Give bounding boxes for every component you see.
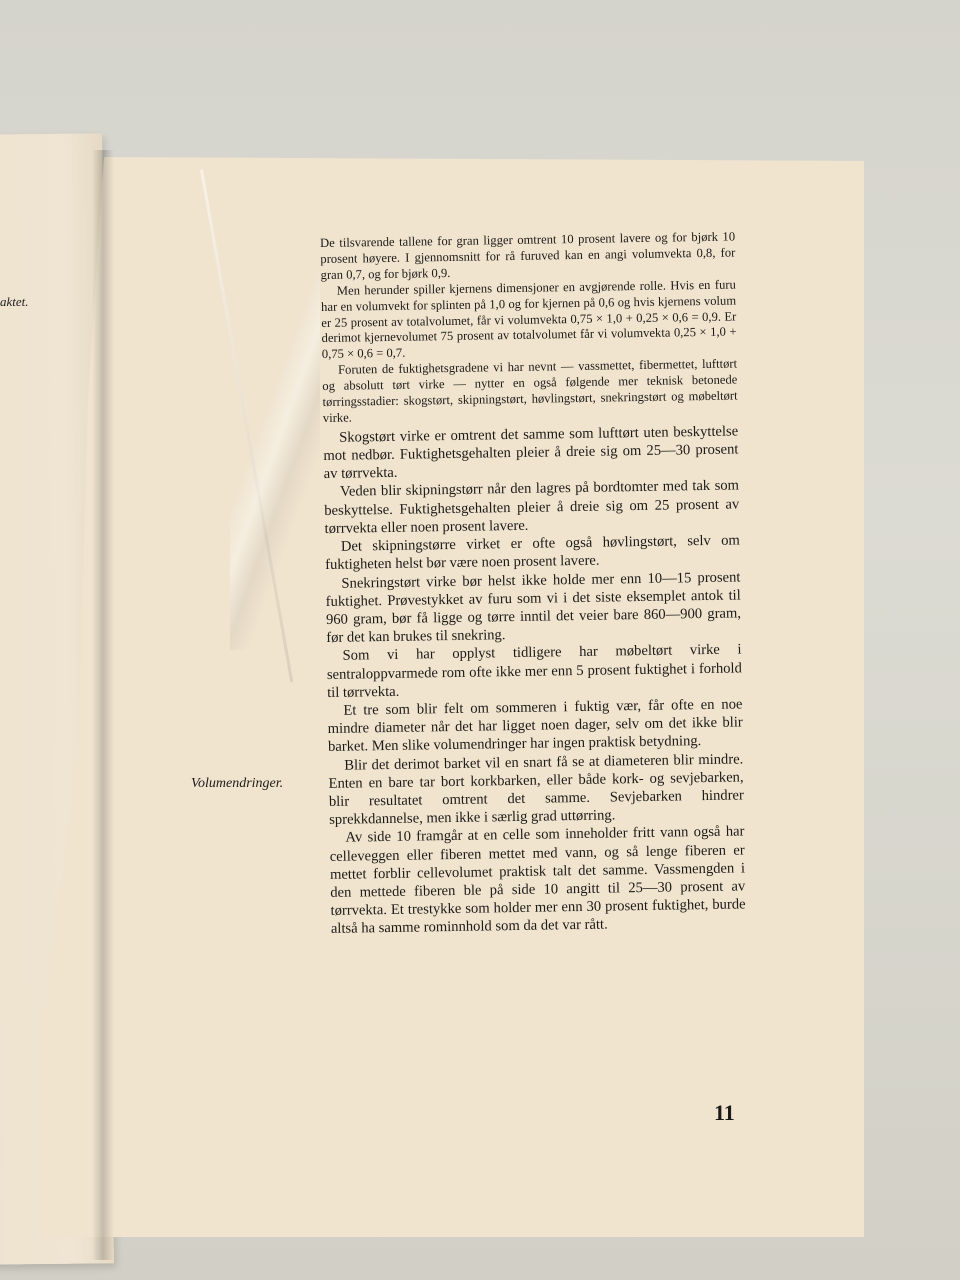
paragraph: Av side 10 framgår at en celle som inneholder fritt vann også har celleveggen eller fiberen mettet med vann, og så lenge fiberen er mettet forblir cellevolumet praktisk talt det samme. Vassmengden i den mettede fiberen ble på side 10 angitt til 25—30 prosent av tørrvekta. Et trestykke som holder mer enn 30 prosent fuktighet, burde altså ha samme rominnhold som da det var rått. bbox=[329, 823, 746, 938]
paragraph: Blir det derimot barket vil en snart få se at diameteren blir mindre. Enten en bare tar bort korkbarken, eller både kork- og sevjebarken, blir resultatet omtrent det samme. Sevjebarken hindrer sprekkdannelse, men ikke i særlig grad uttørring. bbox=[328, 750, 744, 829]
paragraph: Skogstørt virke er omtrent det samme som lufttørt uten beskyttelse mot nedbør. Fuktighetsgehalten pleier å dreie sig om 25—30 prosent av tørrvekta. bbox=[323, 423, 739, 483]
paragraph: Det skipningstørre virket er ofte også høvlingstørt, selv om fuktigheten helst bør være noen prosent lavere. bbox=[325, 532, 740, 574]
paragraph: Foruten de fuktighetsgradene vi har nevnt — vassmettet, fibermettet, lufttørt og absolutt tørt virke — nytter en også følgende mer teknisk betonede tørringsstadier: skogstørt, skipningstørt, høvlingstørt, snekringstørt og møbeltørt virke. bbox=[322, 356, 738, 425]
left-page-edge-text: aktet. bbox=[0, 294, 29, 309]
spine-shadow bbox=[92, 150, 114, 1260]
paragraph: Som vi har opplyst tidligere har møbeltørt virke i sentraloppvarmede rom ofte ikke mer enn 5 prosent fuktighet i forhold til tørrvekta. bbox=[326, 641, 742, 701]
large-print-section bbox=[323, 422, 746, 938]
paragraph-volumendringer: Et tre som blir felt om sommeren i fuktig vær, får ofte en noe mindre diameter når det har ligget noen dager, selv om det ikke blir barket. Men slike volumendringer har ingen praktisk betydning. bbox=[327, 696, 743, 756]
paragraph: De tilsvarende tallene for gran ligger omtrent 10 prosent lavere og for bjørk 10 prosent høyere. I gjennomsnitt for rå furuved kan en angi volumvekta 0,8, for gran 0,7, og for bjørk 0,9. bbox=[320, 229, 736, 282]
paragraph: Men herunder spiller kjernens dimensjoner en avgjørende rolle. Hvis en furu har en volumvekt for splinten på 1,0 og for kjernen på 0,6 og hvis kjernens volum er 25 prosent av totalvolumet, får vi volumvekta 0,75 × 1,0 + 0,25 × 0,6 = 0,9. Er derimot kjernevolumet 75 prosent av totalvolumet får vi volumvekta 0,25 × 1,0 + 0,75 × 0,6 = 0,7. bbox=[320, 277, 737, 362]
page-crease bbox=[230, 250, 320, 650]
small-print-section bbox=[320, 229, 738, 426]
paragraph: Veden blir skipningstørr når den lagres på bordtomter med tak som beskyttelse. Fuktighetsgehalten pleier å dreie sig om 25 prosent av tørrvekta eller noen prosent lavere. bbox=[324, 477, 740, 537]
page-number: 11 bbox=[714, 1100, 735, 1125]
margin-heading: Volumendringer. bbox=[191, 776, 284, 791]
paragraph: Snekringstørt virke bør helst ikke holde mer enn 10—15 prosent fuktighet. Prøvestykket av furu som vi i det siste eksemplet antok til 960 gram, bør få ligge og tørre inntil det veier bare 860—900 gram, før det kan brukes til snekring. bbox=[325, 568, 742, 647]
body-text bbox=[320, 229, 746, 938]
